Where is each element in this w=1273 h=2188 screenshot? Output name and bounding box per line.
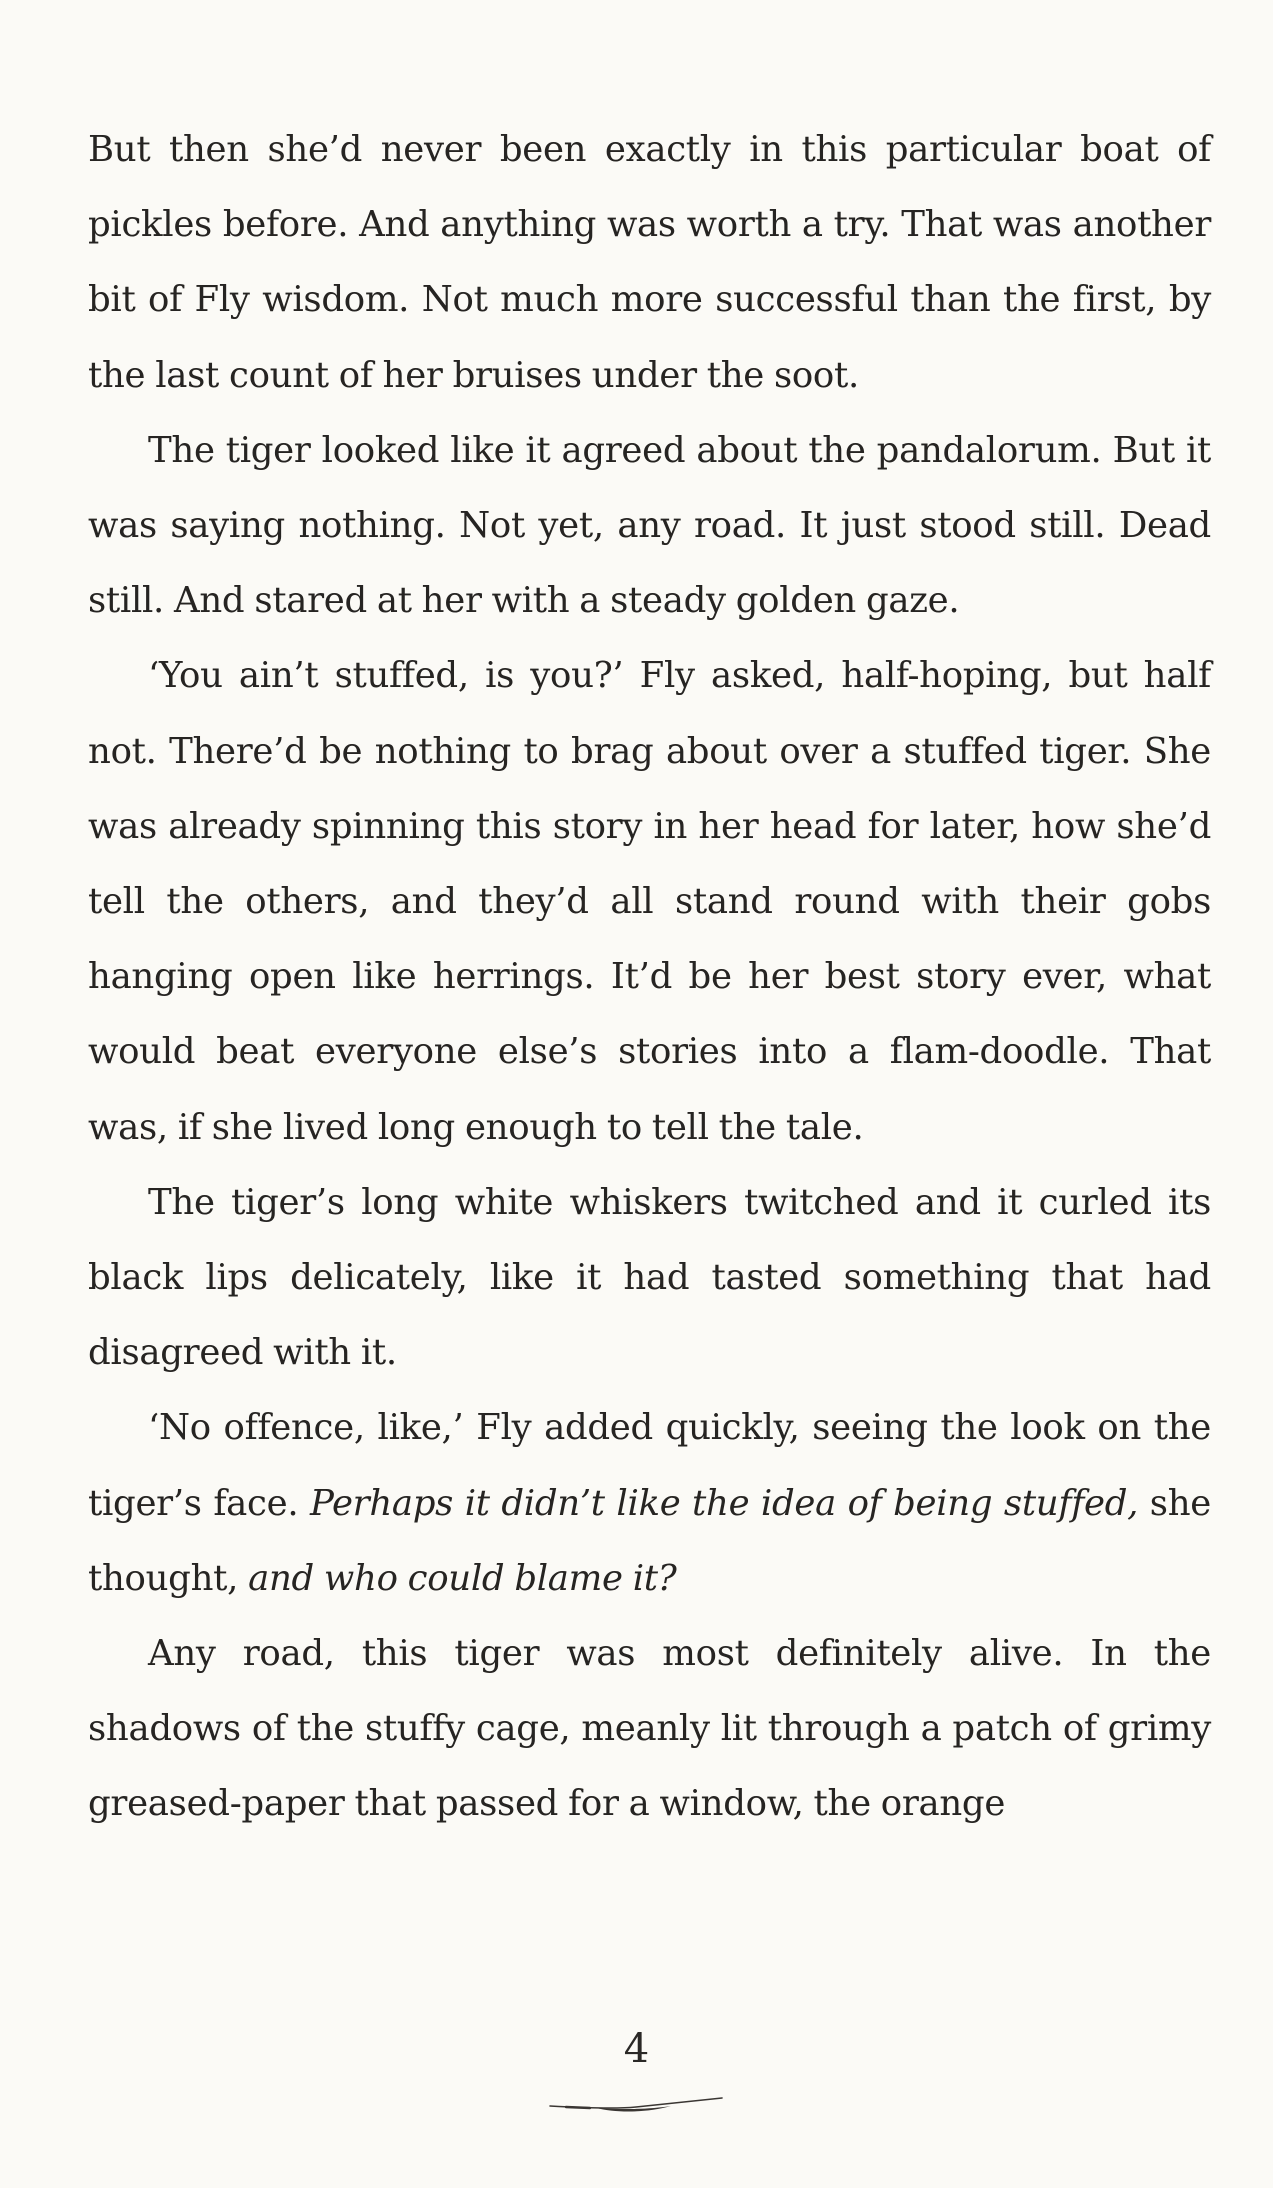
- paragraph-text: But then she’d never been exactly in this particular boat of pickles before. And anything was worth a try. That was another bit of Fly wisdom. Not much more successful than the first, by the last count of her bruises under the soot.: [88, 129, 1211, 396]
- paragraph-2: [88, 413, 1211, 639]
- paragraph-text: ‘No offence, like,’ Fly added quickly, seeing the look on the tiger’s face.: [88, 1407, 1211, 1524]
- italic-thought: and who could blame it?: [248, 1557, 677, 1599]
- paragraph-text: The tiger looked like it agreed about the pandalorum. But it was saying nothing. Not yet, any road. It just stood still. Dead still. And stared at her with a steady golden gaze.: [88, 429, 1211, 622]
- paragraph-1: [88, 112, 1211, 413]
- body-text: [88, 112, 1211, 1842]
- paragraph-4: [88, 1165, 1211, 1391]
- paragraph-text: she thought,: [88, 1482, 1211, 1599]
- paragraph-5: [88, 1390, 1211, 1616]
- flourish-divider-icon: [546, 2090, 726, 2120]
- paragraph-6: [88, 1616, 1211, 1842]
- page-number: 4: [623, 2026, 650, 2072]
- italic-thought: Perhaps it didn’t like the idea of being stuffed,: [309, 1482, 1139, 1524]
- paragraph-3: [88, 638, 1211, 1164]
- paragraph-text: ‘You ain’t stuffed, is you?’ Fly asked, half-hoping, but half not. There’d be nothing to brag about over a stuffed tiger. She was already spinning this story in her head for later, how she’d tell the others, and they’d all stand round with their gobs hanging open like herrings. It’d be her best story ever, what would beat everyone else’s stories into a flam-doodle. That was, if she lived long enough to tell the tale.: [88, 655, 1211, 1148]
- paragraph-text: Any road, this tiger was most definitely alive. In the shadows of the stuffy cage, meanly lit through a patch of grimy greased-paper that passed for a window, the orange: [88, 1633, 1211, 1825]
- paragraph-text: The tiger’s long white whiskers twitched and it curled its black lips delicately, like it had tasted something that had disagreed with it.: [88, 1181, 1211, 1374]
